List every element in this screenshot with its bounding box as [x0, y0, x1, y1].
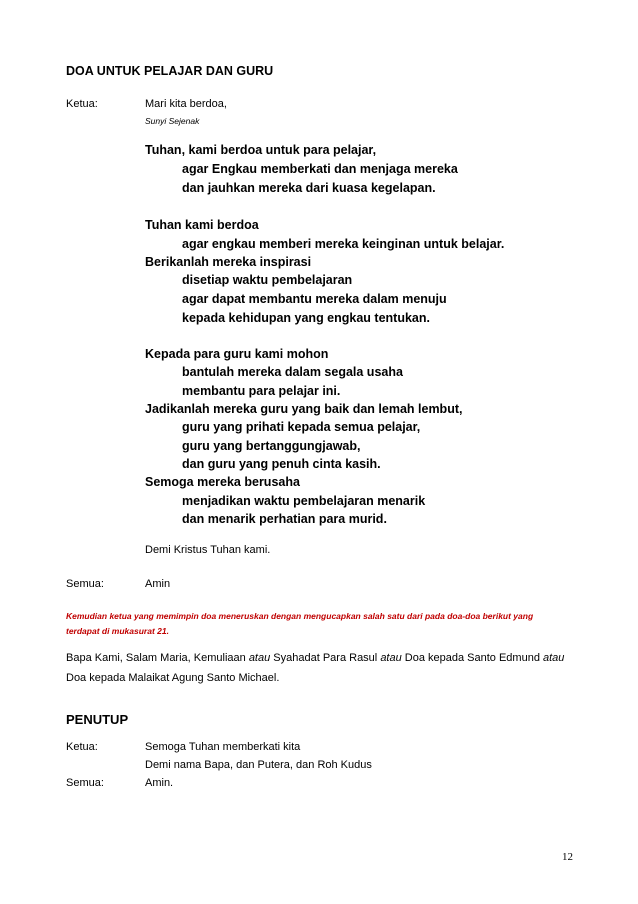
prayer-options-text: Doa kepada Malaikat Agung Santo Michael.: [66, 672, 280, 684]
opening-invitation: Mari kita berdoa,: [145, 98, 227, 110]
prayer-line: membantu para pelajar ini.: [182, 384, 341, 398]
or-word: atau: [380, 652, 402, 664]
role-ketua: Ketua:: [66, 98, 98, 110]
role-semua: Semua:: [66, 777, 104, 789]
blessing-line: Semoga Tuhan memberkati kita: [145, 741, 301, 753]
response-amin: Amin: [145, 578, 171, 590]
prayer-line: Semoga mereka berusaha: [145, 475, 300, 489]
role-semua: Semua:: [66, 578, 104, 590]
prayer-line: bantulah mereka dalam segala usaha: [182, 365, 403, 379]
prayer-options-text: Doa kepada Santo Edmund: [401, 652, 543, 664]
prayer-line: agar engkau memberi mereka keinginan untuk belajar.: [182, 237, 505, 251]
prayer-line: dan menarik perhatian para murid.: [182, 512, 387, 526]
final-amen: Amin.: [145, 777, 174, 789]
penutup-heading: PENUTUP: [66, 712, 129, 727]
blessing-line: Demi nama Bapa, dan Putera, dan Roh Kudus: [145, 759, 372, 771]
closing-line: Demi Kristus Tuhan kami.: [145, 544, 271, 556]
prayer-line: Tuhan kami berdoa: [145, 218, 259, 232]
or-word: atau: [248, 652, 271, 664]
prayer-line: menjadikan waktu pembelajaran menarik: [182, 494, 426, 508]
prayer-line: agar Engkau memberkati dan menjaga mereka: [182, 162, 458, 176]
document-title: DOA UNTUK PELAJAR DAN GURU: [66, 64, 274, 78]
prayer-options-text: Syahadat Para Rasul: [270, 652, 381, 664]
prayer-options-text: Bapa Kami, Salam Maria, Kemuliaan: [66, 652, 249, 664]
prayer-line: guru yang bertanggungjawab,: [182, 439, 361, 453]
prayer-line: Kepada para guru kami mohon: [145, 347, 329, 361]
role-ketua: Ketua:: [66, 741, 98, 753]
prayer-line: dan guru yang penuh cinta kasih.: [182, 457, 381, 471]
silence-instruction: Sunyi Sejenak: [145, 116, 200, 126]
prayer-line: kepada kehidupan yang engkau tentukan.: [182, 311, 430, 325]
prayer-line: dan jauhkan mereka dari kuasa kegelapan.: [182, 181, 436, 195]
instruction-note: Kemudian ketua yang memimpin doa meneruskan dengan mengucapkan salah satu dari pada doa-doa berikut yang terdapat di mukasurat 21.: [66, 611, 534, 636]
prayer-line: Jadikanlah mereka guru yang baik dan lemah lembut,: [145, 402, 463, 416]
or-word: atau: [543, 652, 565, 664]
prayer-line: Berikanlah mereka inspirasi: [145, 255, 312, 269]
page-number: 12: [562, 851, 573, 863]
prayer-options-paragraph: [66, 648, 566, 688]
prayer-line: guru yang prihati kepada semua pelajar,: [182, 420, 421, 434]
prayer-line: disetiap waktu pembelajaran: [182, 273, 353, 287]
prayer-line: agar dapat membantu mereka dalam menuju: [182, 292, 447, 306]
prayer-line: Tuhan, kami berdoa untuk para pelajar,: [145, 143, 377, 157]
